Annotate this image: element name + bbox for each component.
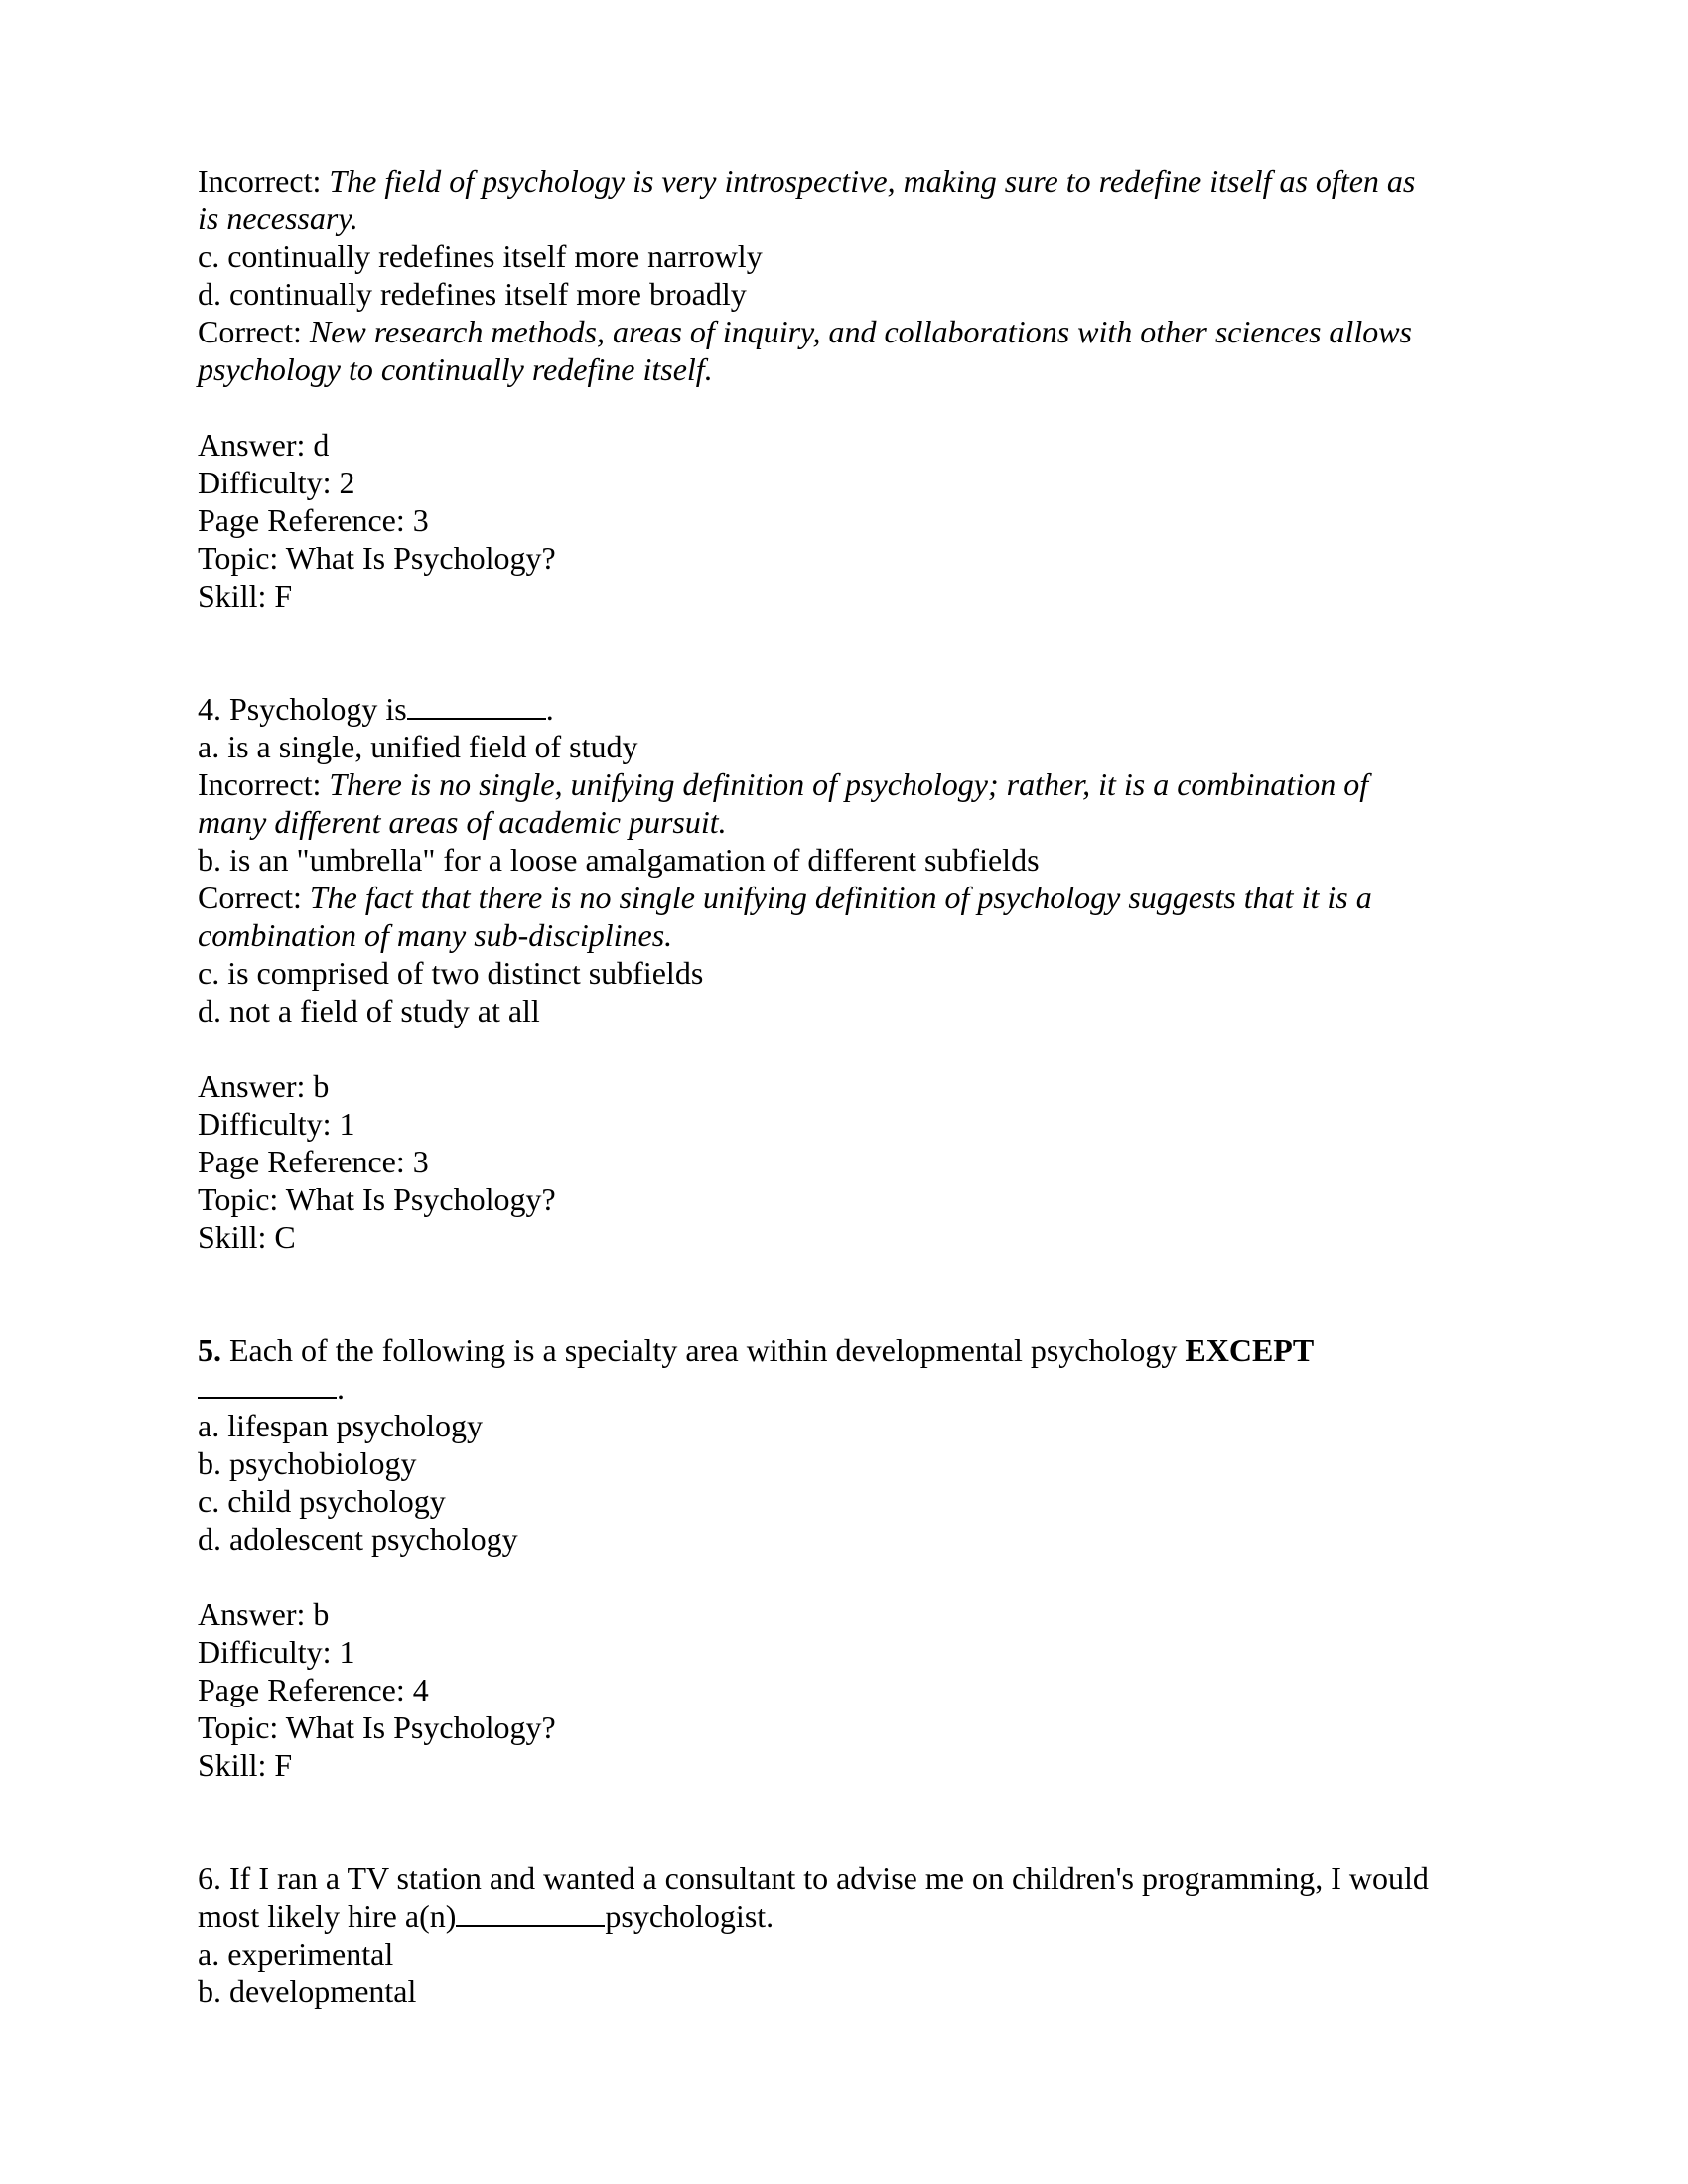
topic: Topic: What Is Psychology? [198,540,556,576]
option-c: c. child psychology [198,1483,446,1519]
question-stem: 6. If I ran a TV station and wanted a consultant to advise me on children's programming, I would [198,1860,1429,1896]
answer-blank [198,1371,337,1399]
difficulty: Difficulty: 2 [198,465,355,500]
page-reference: Page Reference: 4 [198,1672,429,1707]
difficulty: Difficulty: 1 [198,1634,355,1670]
answer-blank [456,1899,605,1927]
feedback-line: Incorrect: There is no single, unifying definition of psychology; rather, it is a combination of [198,766,1369,802]
document-page [198,162,1508,2010]
option-d: d. not a field of study at all [198,993,540,1028]
option-d: d. adolescent psychology [198,1521,518,1557]
option-b: b. is an "umbrella" for a loose amalgamation of different subfields [198,842,1040,878]
topic: Topic: What Is Psychology? [198,1181,556,1217]
answer: Answer: b [198,1596,330,1632]
option-b: b. psychobiology [198,1445,417,1481]
skill: Skill: F [198,1747,293,1783]
skill: Skill: C [198,1219,296,1255]
option-a: a. lifespan psychology [198,1408,484,1443]
option-a: a. is a single, unified field of study [198,729,638,764]
answer-blank [407,692,546,720]
option-d: d. continually redefines itself more broadly [198,276,747,312]
question-3-tail: Incorrect: The field of psychology is very introspective, making sure to redefine itself as often as is necessary. c. continually redefines itself more narrowly d. continually redefines itself more broadly Correct: New research methods, areas of inquiry, and collaborations with other sciences allows psychology to continually redefine itself. Answer: d Difficulty: 2 Page Reference: 3 Topic: What Is Psychology? Skill: F [198,162,1508,614]
answer: Answer: d [198,427,330,463]
feedback-line: Incorrect: The field of psychology is very introspective, making sure to redefine itself as often as [198,163,1416,199]
page-reference: Page Reference: 3 [198,502,429,538]
question-6: 6. If I ran a TV station and wanted a consultant to advise me on children's programming, I would most likely hire a(n) psychologist. a. experimental b. developmental [198,1859,1508,2010]
option-a: a. experimental [198,1936,394,1972]
question-stem: 4. Psychology is . [198,691,554,727]
question-stem: 5. Each of the following is a specialty area within developmental psychology EXCEPT [198,1332,1315,1368]
option-c: c. continually redefines itself more narrowly [198,238,763,274]
page-reference: Page Reference: 3 [198,1144,429,1179]
question-4: 4. Psychology is . a. is a single, unified field of study Incorrect: There is no single, unifying definition of psychology; rather, it is a combination of many different areas of academic pursuit. b. is an "umbrella" for a loose amalgamation of different subfields Correct: The fact that there is no single unifying definition of psychology suggests that it is a combination of many sub-disciplines. c. is comprised of two distinct subfields d. not a field of study at all Answer: b Difficulty: 1 Page Reference: 3 Topic: What Is Psychology? Skill: C [198,690,1508,1256]
option-b: b. developmental [198,1974,417,2009]
question-5: 5. Each of the following is a specialty area within developmental psychology EXCEPT . a. lifespan psychology b. psychobiology c. child psychology d. adolescent psychology Answer: b Difficulty: 1 Page Reference: 4 Topic: What Is Psychology? Skill: F [198,1331,1508,1784]
option-c: c. is comprised of two distinct subfields [198,955,704,991]
skill: Skill: F [198,578,293,614]
topic: Topic: What Is Psychology? [198,1709,556,1745]
feedback-line: Correct: The fact that there is no single unifying definition of psychology suggests that it is a [198,880,1372,915]
feedback-line: Correct: New research methods, areas of inquiry, and collaborations with other sciences allows [198,314,1412,349]
difficulty: Difficulty: 1 [198,1106,355,1142]
answer: Answer: b [198,1068,330,1104]
